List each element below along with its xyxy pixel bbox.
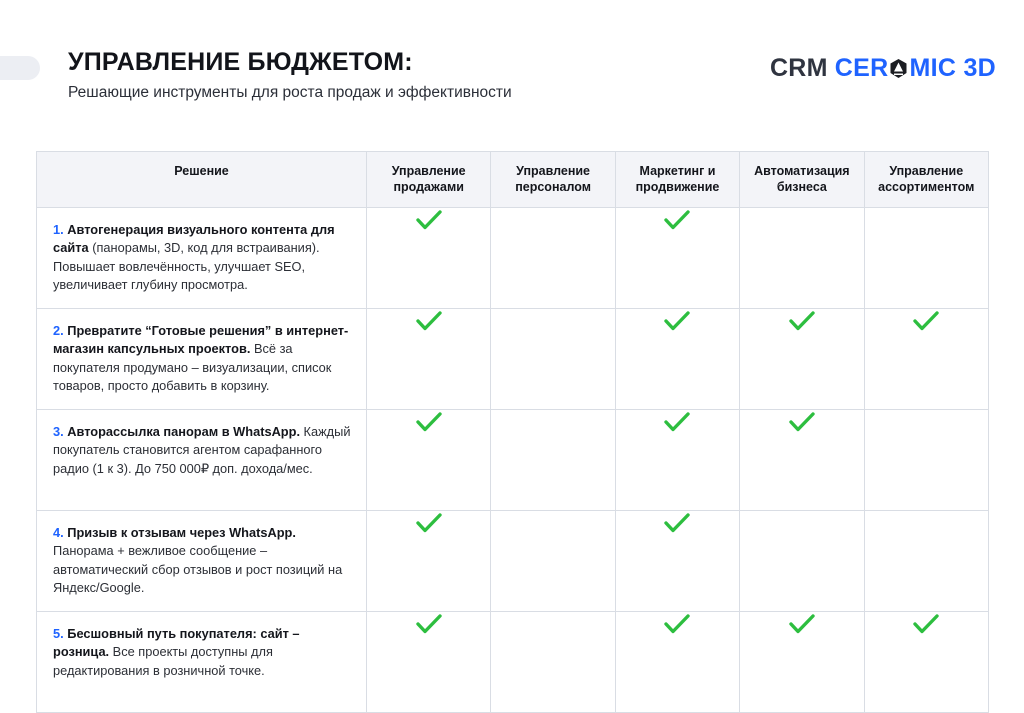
check-cell-empty	[864, 511, 988, 612]
column-header-assortment: Управление ассортиментом	[864, 152, 988, 208]
page-title: УПРАВЛЕНИЕ БЮДЖЕТОМ:	[68, 48, 413, 76]
solution-number: 1.	[53, 222, 64, 238]
check-cell-filled	[367, 511, 491, 612]
check-cell-filled	[740, 410, 864, 511]
table-row	[37, 410, 989, 511]
check-icon	[912, 310, 940, 332]
solution-description: (панорамы, 3D, код для встраивания). Повышает вовлечённость, улучшает SEO, увеличивает глубину просмотра.	[53, 240, 320, 292]
check-cell-filled	[615, 511, 739, 612]
solution-number: 5.	[53, 626, 64, 642]
check-cell-filled	[864, 612, 988, 713]
check-cell-empty	[740, 208, 864, 309]
column-header-automation: Автоматизация бизнеса	[740, 152, 864, 208]
solution-title: Бесшовный путь покупателя: сайт – розница.	[53, 626, 300, 660]
solution-number: 2.	[53, 323, 64, 339]
check-cell-empty	[491, 511, 615, 612]
solution-number: 4.	[53, 525, 64, 541]
check-cell-empty	[864, 208, 988, 309]
ceramic-logo-icon	[889, 58, 908, 79]
column-header-marketing: Маркетинг и продвижение	[615, 152, 739, 208]
check-icon	[788, 411, 816, 433]
check-icon	[663, 613, 691, 635]
solution-title: Авторассылка панорам в WhatsApp.	[67, 424, 300, 440]
check-cell-empty	[491, 410, 615, 511]
check-icon	[912, 613, 940, 635]
check-cell-filled	[367, 208, 491, 309]
check-icon	[415, 209, 443, 231]
check-icon	[663, 411, 691, 433]
check-cell-filled	[615, 410, 739, 511]
solution-cell	[37, 309, 367, 410]
check-cell-filled	[367, 410, 491, 511]
check-icon	[663, 512, 691, 534]
check-icon	[415, 512, 443, 534]
check-cell-filled	[615, 208, 739, 309]
solution-title: Превратите “Готовые решения” в интернет-магазин капсульных проектов.	[53, 323, 349, 357]
check-icon	[788, 310, 816, 332]
check-icon	[663, 310, 691, 332]
check-icon	[415, 310, 443, 332]
table-row	[37, 309, 989, 410]
check-cell-filled	[740, 612, 864, 713]
column-header-sales: Управление продажами	[367, 152, 491, 208]
solution-cell	[37, 511, 367, 612]
solution-description: Всё за покупателя продумано – визуализации, список товаров, просто добавить в корзину.	[53, 341, 332, 393]
table-row	[37, 612, 989, 713]
check-cell-filled	[367, 309, 491, 410]
check-cell-filled	[740, 309, 864, 410]
check-cell-empty	[491, 208, 615, 309]
check-cell-empty	[491, 612, 615, 713]
solution-title: Призыв к отзывам через WhatsApp.	[67, 525, 296, 541]
check-cell-filled	[864, 309, 988, 410]
check-icon	[415, 613, 443, 635]
solution-cell	[37, 410, 367, 511]
solution-cell	[37, 208, 367, 309]
check-icon	[663, 209, 691, 231]
solution-description: Все проекты доступны для редактирования в розничной точке.	[53, 644, 273, 678]
check-icon	[788, 613, 816, 635]
solution-title: Автогенерация визуального контента для сайта	[53, 222, 335, 256]
column-header-solution: Решение	[37, 152, 367, 208]
solution-description: Каждый покупатель становится агентом сарафанного радио (1 к 3). До 750 000₽ доп. дохода/мес.	[53, 424, 351, 476]
check-icon	[415, 411, 443, 433]
solution-description: Панорама + вежливое сообщение – автоматический сбор отзывов и рост позиций на Яндекс/Google.	[53, 543, 343, 595]
check-cell-filled	[615, 309, 739, 410]
brand-ceramic-left: CER	[834, 54, 889, 82]
brand-logo	[770, 54, 996, 83]
check-cell-empty	[864, 410, 988, 511]
table-row	[37, 208, 989, 309]
header-row	[37, 152, 989, 208]
table-row	[37, 511, 989, 612]
solutions-matrix	[36, 151, 988, 713]
table-body	[37, 208, 989, 713]
check-cell-empty	[740, 511, 864, 612]
decorative-left-tab	[0, 56, 40, 80]
table-header	[37, 152, 989, 208]
check-cell-filled	[367, 612, 491, 713]
matrix-table	[36, 151, 989, 713]
page-subtitle: Решающие инструменты для роста продаж и эффективности	[68, 83, 512, 101]
column-header-hr: Управление персоналом	[491, 152, 615, 208]
check-cell-filled	[615, 612, 739, 713]
check-cell-empty	[491, 309, 615, 410]
solution-number: 3.	[53, 424, 64, 440]
brand-crm-label: CRM	[769, 54, 828, 82]
brand-ceramic-right: MIC 3D	[909, 54, 996, 82]
solution-cell	[37, 612, 367, 713]
